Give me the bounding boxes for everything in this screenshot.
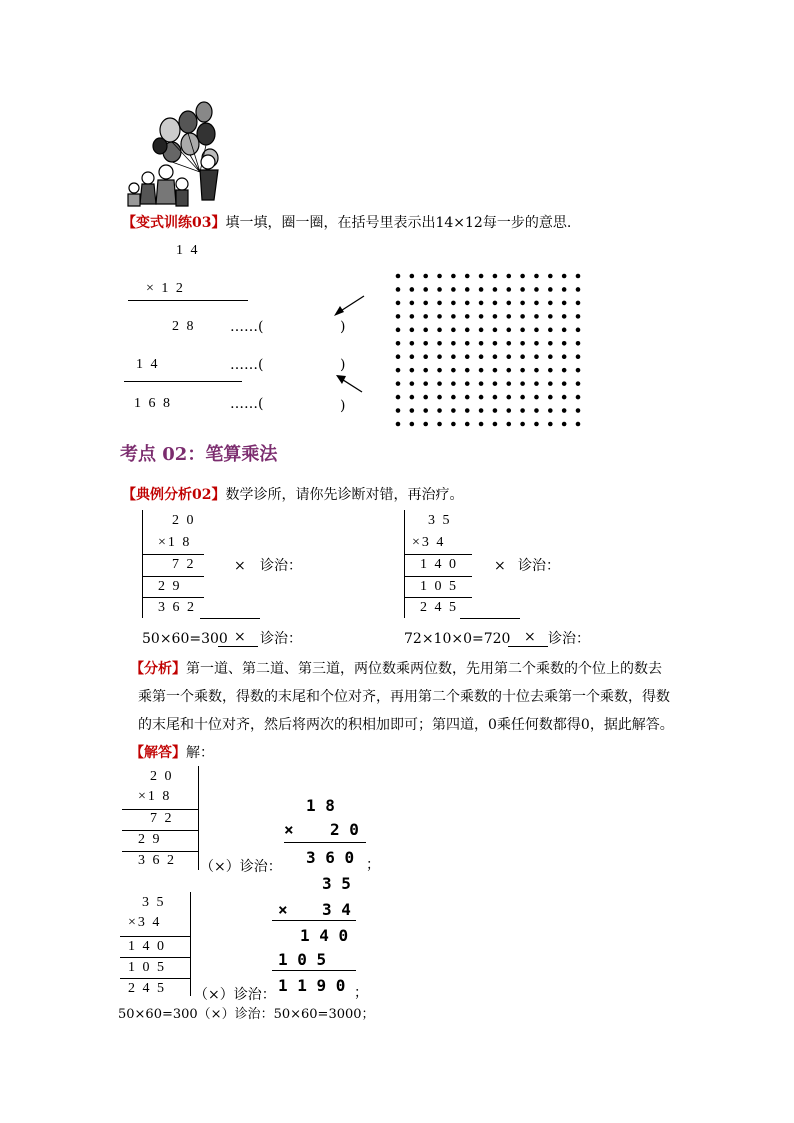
grid-dot[interactable] — [576, 368, 581, 373]
grid-dot[interactable] — [479, 274, 484, 279]
p3-blank — [218, 646, 258, 647]
grid-dot[interactable] — [493, 381, 498, 386]
analysis-text-1: 第一道、第二道、第三道，两位数乘两位数，先用第二个乘数的个位上的数去 — [186, 661, 662, 677]
p4-blank — [508, 646, 548, 647]
grid-dot[interactable] — [465, 274, 470, 279]
paren-open-2[interactable]: ……( — [230, 357, 264, 373]
grid-dot[interactable] — [423, 354, 428, 359]
fix1-a: 1 8 — [306, 796, 335, 815]
grid-dot[interactable] — [437, 287, 442, 292]
dot-grid[interactable] — [392, 270, 588, 430]
grid-dot[interactable] — [437, 422, 442, 427]
grid-dot[interactable] — [479, 287, 484, 292]
grid-dot[interactable] — [396, 274, 401, 279]
a2-label: （×）诊治： — [194, 987, 276, 1003]
grid-dot[interactable] — [548, 395, 553, 400]
grid-dot[interactable] — [520, 301, 525, 306]
grid-dot[interactable] — [423, 274, 428, 279]
grid-dot[interactable] — [520, 422, 525, 427]
grid-dot[interactable] — [534, 314, 539, 319]
grid-dot[interactable] — [520, 328, 525, 333]
grid-dot[interactable] — [451, 274, 456, 279]
analysis-line-2: 乘第一个乘数，得数的末尾和个位对齐，再用第二个乘数的十位去乘第一个乘数，得数 — [138, 689, 670, 705]
grid-dot[interactable] — [548, 381, 553, 386]
grid-dot[interactable] — [437, 395, 442, 400]
grid-dot[interactable] — [562, 301, 567, 306]
grid-dot[interactable] — [396, 381, 401, 386]
p2-a: 3 5 — [428, 513, 452, 528]
grid-dot[interactable] — [451, 408, 456, 413]
grid-dot[interactable] — [410, 422, 415, 427]
grid-dot[interactable] — [423, 408, 428, 413]
grid-dot[interactable] — [410, 287, 415, 292]
grid-dot[interactable] — [410, 395, 415, 400]
calc-row-4: 1 4 — [136, 357, 160, 372]
grid-dot[interactable] — [437, 314, 442, 319]
grid-dot[interactable] — [520, 354, 525, 359]
grid-dot[interactable] — [534, 368, 539, 373]
variant-tag: 【变式训练03】 — [122, 215, 226, 231]
p1-line-2 — [142, 576, 204, 577]
grid-dot[interactable] — [451, 314, 456, 319]
grid-dot[interactable] — [465, 408, 470, 413]
grid-dot[interactable] — [548, 314, 553, 319]
p2-c: 1 4 0 — [420, 557, 458, 572]
grid-dot[interactable] — [534, 381, 539, 386]
grid-dot[interactable] — [451, 287, 456, 292]
grid-dot[interactable] — [562, 408, 567, 413]
grid-dot[interactable] — [562, 422, 567, 427]
balloons-illustration — [120, 100, 230, 210]
section-title: 考点 02：笔算乘法 — [120, 444, 278, 465]
answer-tag: 【解答】 — [130, 745, 186, 761]
grid-dot[interactable] — [396, 395, 401, 400]
grid-dot[interactable] — [396, 422, 401, 427]
grid-dot[interactable] — [506, 328, 511, 333]
grid-dot[interactable] — [576, 395, 581, 400]
grid-dot[interactable] — [562, 314, 567, 319]
a1-e: 3 6 2 — [138, 853, 176, 868]
grid-dot[interactable] — [493, 301, 498, 306]
fix2-end: ； — [354, 985, 368, 1001]
a1-c: 7 2 — [150, 811, 174, 826]
grid-dot[interactable] — [451, 395, 456, 400]
grid-dot[interactable] — [493, 354, 498, 359]
grid-dot[interactable] — [576, 341, 581, 346]
p1-vline — [142, 510, 143, 618]
grid-dot[interactable] — [410, 301, 415, 306]
p1-d: 2 9 — [158, 579, 182, 594]
p1-a: 2 0 — [172, 513, 196, 528]
analysis-line-3: 的末尾和十位对齐，然后将两次的积相加即可；第四道，0乘任何数都得0，据此解答。 — [138, 717, 674, 733]
grid-dot[interactable] — [437, 408, 442, 413]
grid-dot[interactable] — [548, 341, 553, 346]
grid-dot[interactable] — [423, 314, 428, 319]
grid-dot[interactable] — [493, 368, 498, 373]
a2-line-2 — [120, 957, 190, 958]
grid-dot[interactable] — [576, 422, 581, 427]
grid-dot[interactable] — [548, 368, 553, 373]
grid-dot[interactable] — [548, 274, 553, 279]
grid-dot[interactable] — [520, 395, 525, 400]
a2-vline — [190, 892, 191, 996]
grid-dot[interactable] — [506, 422, 511, 427]
grid-dot[interactable] — [451, 301, 456, 306]
grid-dot[interactable] — [423, 328, 428, 333]
paren-open-1[interactable]: ……( — [230, 319, 264, 335]
fix1-end: ； — [366, 857, 380, 873]
grid-dot[interactable] — [451, 368, 456, 373]
grid-dot[interactable] — [506, 287, 511, 292]
fix1-line — [284, 842, 366, 843]
grid-dot[interactable] — [520, 408, 525, 413]
grid-dot[interactable] — [396, 408, 401, 413]
p4-mark: × — [524, 629, 536, 645]
grid-dot[interactable] — [506, 301, 511, 306]
grid-dot[interactable] — [506, 408, 511, 413]
grid-dot[interactable] — [465, 314, 470, 319]
grid-dot[interactable] — [562, 395, 567, 400]
grid-dot[interactable] — [520, 381, 525, 386]
grid-dot[interactable] — [493, 314, 498, 319]
grid-dot[interactable] — [506, 395, 511, 400]
fix2-d: 1 0 5 — [278, 950, 327, 969]
a1-label: （×）诊治： — [200, 859, 282, 875]
grid-dot[interactable] — [465, 354, 470, 359]
grid-dot[interactable] — [562, 381, 567, 386]
grid-dot[interactable] — [562, 287, 567, 292]
grid-dot[interactable] — [465, 328, 470, 333]
grid-dot[interactable] — [562, 354, 567, 359]
grid-dot[interactable] — [506, 314, 511, 319]
grid-dot[interactable] — [479, 395, 484, 400]
grid-dot[interactable] — [493, 422, 498, 427]
p2-blank — [460, 618, 520, 619]
p2-vline — [404, 510, 405, 618]
grid-dot[interactable] — [576, 314, 581, 319]
grid-dot[interactable] — [534, 408, 539, 413]
grid-dot[interactable] — [520, 314, 525, 319]
grid-dot[interactable] — [562, 341, 567, 346]
grid-dot[interactable] — [493, 287, 498, 292]
calc-row-1: 1 4 — [176, 243, 200, 258]
grid-dot[interactable] — [437, 341, 442, 346]
fix1-b: 2 0 — [330, 820, 359, 839]
fix1-c: 3 6 0 — [306, 848, 355, 867]
grid-dot[interactable] — [479, 328, 484, 333]
p2-line-2 — [404, 576, 472, 577]
grid-dot[interactable] — [506, 354, 511, 359]
grid-dot[interactable] — [562, 328, 567, 333]
p4-eq: 72×10×0=720 — [404, 631, 511, 647]
p3-mark: × — [234, 629, 246, 645]
grid-dot[interactable] — [410, 368, 415, 373]
grid-dot[interactable] — [520, 368, 525, 373]
grid-dot[interactable] — [396, 368, 401, 373]
p1-blank — [200, 618, 260, 619]
p1-e: 3 6 2 — [158, 600, 196, 615]
grid-dot[interactable] — [423, 341, 428, 346]
arrow-icons — [330, 292, 370, 402]
variant-line — [122, 214, 571, 232]
a2-b: ×3 4 — [128, 915, 162, 930]
a1-vline — [198, 766, 199, 870]
a2-c: 1 4 0 — [128, 939, 166, 954]
grid-dot[interactable] — [479, 354, 484, 359]
grid-dot[interactable] — [479, 422, 484, 427]
grid-dot[interactable] — [479, 368, 484, 373]
grid-dot[interactable] — [451, 354, 456, 359]
grid-dot[interactable] — [465, 341, 470, 346]
grid-dot[interactable] — [410, 274, 415, 279]
a1-b: ×1 8 — [138, 789, 172, 804]
grid-dot[interactable] — [465, 287, 470, 292]
paren-open-3[interactable]: ……( — [230, 396, 264, 412]
p2-line-3 — [404, 597, 472, 598]
fix1-sign: × — [284, 820, 294, 839]
p2-diag: 诊治： — [518, 558, 560, 574]
variant-text: 填一填，圈一圈，在括号里表示出14×12每一步的意思. — [225, 215, 572, 231]
grid-dot[interactable] — [396, 354, 401, 359]
grid-dot[interactable] — [410, 408, 415, 413]
p3-diag: 诊治： — [260, 631, 302, 647]
grid-dot[interactable] — [423, 301, 428, 306]
grid-dot[interactable] — [465, 368, 470, 373]
calc-row-3: 2 8 — [172, 319, 196, 334]
a2-e: 2 4 5 — [128, 981, 166, 996]
grid-dot[interactable] — [410, 314, 415, 319]
grid-dot[interactable] — [562, 274, 567, 279]
a2-line-3 — [120, 978, 190, 979]
a2-line-1 — [120, 936, 190, 937]
grid-dot[interactable] — [548, 408, 553, 413]
p1-line-1 — [142, 554, 204, 555]
grid-dot[interactable] — [534, 395, 539, 400]
grid-dot[interactable] — [493, 328, 498, 333]
grid-dot[interactable] — [423, 368, 428, 373]
fix2-e: 1 1 9 0 — [278, 976, 346, 995]
grid-dot[interactable] — [562, 368, 567, 373]
grid-dot[interactable] — [423, 422, 428, 427]
grid-dot[interactable] — [520, 287, 525, 292]
grid-dot[interactable] — [576, 301, 581, 306]
fix2-c: 1 4 0 — [300, 926, 349, 945]
grid-dot[interactable] — [479, 301, 484, 306]
grid-dot[interactable] — [548, 354, 553, 359]
calc-row-2: × 1 2 — [146, 281, 185, 296]
grid-dot[interactable] — [437, 381, 442, 386]
p2-line-1 — [404, 554, 472, 555]
grid-dot[interactable] — [437, 274, 442, 279]
grid-dot[interactable] — [465, 422, 470, 427]
grid-dot[interactable] — [534, 341, 539, 346]
a2-d: 1 0 5 — [128, 960, 166, 975]
fix2-line-1 — [272, 920, 356, 921]
grid-dot[interactable] — [423, 287, 428, 292]
grid-dot[interactable] — [534, 274, 539, 279]
grid-dot[interactable] — [548, 301, 553, 306]
grid-dot[interactable] — [548, 328, 553, 333]
analysis-tag: 【分析】 — [130, 661, 186, 677]
grid-dot[interactable] — [396, 328, 401, 333]
paren-close-3: ) — [340, 398, 346, 414]
p1-diag: 诊治： — [260, 558, 302, 574]
grid-dot[interactable] — [410, 341, 415, 346]
grid-dot[interactable] — [437, 354, 442, 359]
grid-dot[interactable] — [410, 354, 415, 359]
example-line — [122, 486, 463, 504]
grid-dot[interactable] — [410, 328, 415, 333]
grid-dot[interactable] — [396, 301, 401, 306]
fix2-b: 3 4 — [322, 900, 351, 919]
grid-dot[interactable] — [576, 287, 581, 292]
paren-close-1: ) — [340, 319, 346, 335]
grid-dot[interactable] — [506, 368, 511, 373]
grid-dot[interactable] — [548, 422, 553, 427]
answer-last: 50×60=300（×）诊治：50×60=3000； — [118, 1007, 375, 1022]
calc-row-5: 1 6 8 — [134, 396, 172, 411]
grid-dot[interactable] — [534, 422, 539, 427]
grid-dot[interactable] — [437, 368, 442, 373]
p1-mark: × — [234, 558, 246, 574]
p2-d: 1 0 5 — [420, 579, 458, 594]
grid-dot[interactable] — [576, 408, 581, 413]
grid-dot[interactable] — [506, 381, 511, 386]
grid-dot[interactable] — [548, 287, 553, 292]
grid-dot[interactable] — [423, 395, 428, 400]
a1-a: 2 0 — [150, 769, 174, 784]
fix2-sign: × — [278, 900, 288, 919]
grid-dot[interactable] — [534, 301, 539, 306]
grid-dot[interactable] — [520, 274, 525, 279]
grid-dot[interactable] — [534, 287, 539, 292]
grid-dot[interactable] — [451, 341, 456, 346]
grid-dot[interactable] — [479, 314, 484, 319]
grid-dot[interactable] — [451, 381, 456, 386]
grid-dot[interactable] — [576, 274, 581, 279]
analysis-line-1 — [130, 660, 662, 678]
grid-dot[interactable] — [437, 301, 442, 306]
p2-b: ×3 4 — [412, 535, 446, 550]
fix2-line-2 — [272, 970, 356, 971]
grid-dot[interactable] — [465, 395, 470, 400]
grid-dot[interactable] — [534, 354, 539, 359]
p3-eq: 50×60=300 — [142, 631, 228, 647]
example-text: 数学诊所，请你先诊断对错，再治疗。 — [225, 487, 464, 503]
grid-dot[interactable] — [396, 287, 401, 292]
grid-dot[interactable] — [451, 422, 456, 427]
grid-dot[interactable] — [423, 381, 428, 386]
grid-dot[interactable] — [479, 341, 484, 346]
a1-d: 2 9 — [138, 832, 162, 847]
paren-close-2: ) — [340, 357, 346, 373]
grid-dot[interactable] — [506, 274, 511, 279]
answer-intro: 解： — [186, 745, 214, 761]
grid-dot[interactable] — [479, 408, 484, 413]
grid-dot[interactable] — [396, 314, 401, 319]
p1-c: 7 2 — [172, 557, 196, 572]
calc-line-2 — [124, 381, 242, 382]
grid-dot[interactable] — [506, 341, 511, 346]
grid-dot[interactable] — [576, 354, 581, 359]
p4-diag: 诊治： — [548, 631, 590, 647]
grid-dot[interactable] — [479, 381, 484, 386]
grid-dot[interactable] — [410, 381, 415, 386]
calc-line-1 — [128, 300, 248, 301]
grid-dot[interactable] — [493, 341, 498, 346]
grid-dot[interactable] — [396, 341, 401, 346]
grid-dot[interactable] — [493, 408, 498, 413]
grid-dot[interactable] — [465, 381, 470, 386]
example-tag: 【典例分析02】 — [122, 487, 226, 503]
grid-dot[interactable] — [451, 328, 456, 333]
grid-dot[interactable] — [534, 328, 539, 333]
p2-mark: × — [494, 558, 506, 574]
grid-dot[interactable] — [520, 341, 525, 346]
p1-line-3 — [142, 597, 204, 598]
p1-b: ×1 8 — [158, 535, 192, 550]
grid-dot[interactable] — [437, 328, 442, 333]
grid-dot[interactable] — [465, 301, 470, 306]
answer-line — [130, 744, 214, 762]
a2-a: 3 5 — [142, 895, 166, 910]
grid-dot[interactable] — [493, 395, 498, 400]
fix2-a: 3 5 — [322, 874, 351, 893]
grid-dot[interactable] — [576, 381, 581, 386]
grid-dot[interactable] — [493, 274, 498, 279]
grid-dot[interactable] — [576, 328, 581, 333]
p2-e: 2 4 5 — [420, 600, 458, 615]
